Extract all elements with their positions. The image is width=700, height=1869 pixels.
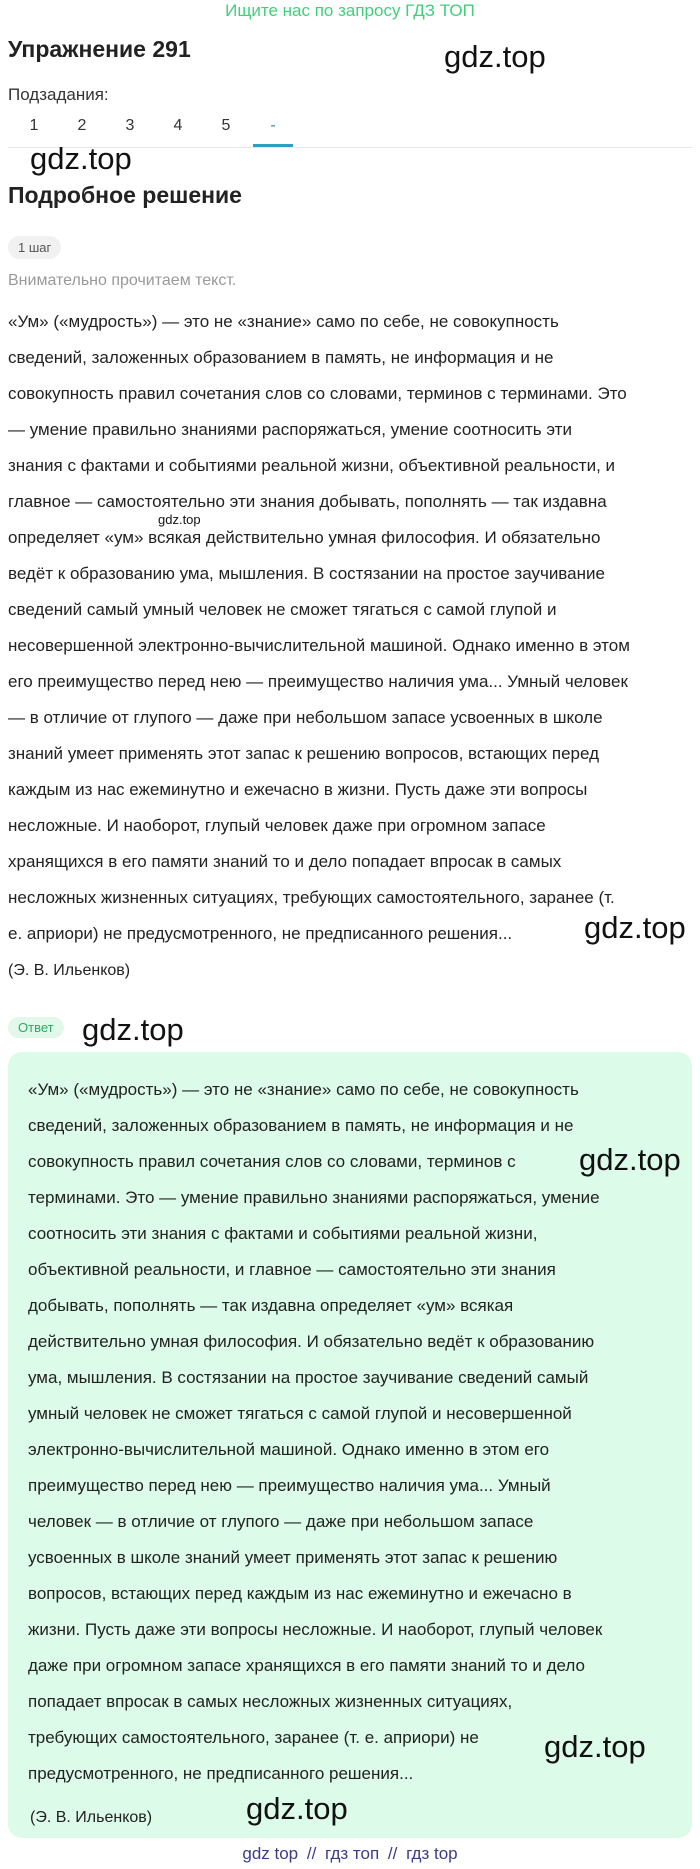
text-line: преимущество перед нею — преимущество наличия ума... Умный <box>28 1476 551 1495</box>
text-line: «Ум» («мудрость») — это не «знание» само по себе, не совокупность <box>8 312 559 331</box>
subtasks-label: Подзадания: <box>8 85 109 104</box>
step-badge: 1 шаг <box>8 236 61 259</box>
text-line: несложных жизненных ситуациях, требующих самостоятельного, заранее (т. <box>8 888 615 907</box>
text-line: предусмотренного, не предписанного решения... <box>28 1764 414 1783</box>
watermark: gdz.top <box>30 141 132 176</box>
footer-link-gdz-top-mixed[interactable]: гдз top <box>406 1844 458 1863</box>
watermark: gdz.top <box>246 1791 348 1826</box>
tab-dash[interactable]: - <box>270 117 276 134</box>
footer-separator: // <box>306 1844 317 1863</box>
text-line: электронно-вычислительной машиной. Однако именно в этом его <box>28 1440 550 1459</box>
footer-links <box>0 1844 700 1864</box>
author-signature: (Э. В. Ильенков) <box>8 962 131 979</box>
tab-1[interactable]: 1 <box>29 117 39 134</box>
page-title: Упражнение 291 <box>8 36 191 62</box>
footer-link-gdz-top-ru[interactable]: гдз топ <box>325 1844 380 1863</box>
text-line: человек — в отличие от глупого — даже при небольшом запасе <box>28 1512 534 1531</box>
watermark: gdz.top <box>544 1729 646 1764</box>
text-line: совокупность правил сочетания слов со словами, терминов с <box>28 1152 516 1171</box>
text-line: соотносить эти знания с фактами и событиями реальной жизни, <box>28 1224 538 1243</box>
text-line: определяет «ум» всякая действительно умная философия. И обязательно <box>8 528 601 547</box>
text-line: е. априори) не предусмотренного, не предписанного решения... <box>8 924 513 943</box>
solution-heading: Подробное решение <box>8 182 242 208</box>
text-line: ведёт к образованию ума, мышления. В состязании на простое заучивание <box>8 564 605 583</box>
text-line: усвоенных в школе знаний умеет применять этот запас к решению <box>28 1548 558 1567</box>
watermark: gdz.top <box>584 910 686 945</box>
text-line: действительно умная философия. И обязательно ведёт к образованию <box>28 1332 595 1351</box>
text-line: знаний умеет применять этот запас к решению вопросов, встающих перед <box>8 744 599 763</box>
text-line: сведений, заложенных образованием в память, не информация и не <box>8 348 554 367</box>
text-line: жизни. Пусть даже эти вопросы несложные. И наоборот, глупый человек <box>28 1620 603 1639</box>
tab-3[interactable]: 3 <box>125 117 135 134</box>
text-line: требующих самостоятельного, заранее (т. е. априори) не <box>28 1728 479 1747</box>
answer-author: (Э. В. Ильенков) <box>30 1809 153 1826</box>
watermark: gdz.top <box>82 1012 184 1047</box>
tab-2[interactable]: 2 <box>77 117 87 134</box>
text-line: — в отличие от глупого — даже при небольшом запасе усвоенных в школе <box>8 708 603 727</box>
active-tab-indicator <box>253 144 293 147</box>
text-line: главное — самостоятельно эти знания добывать, пополнять — так издавна <box>8 492 607 511</box>
footer-separator: // <box>387 1844 398 1863</box>
exercise-text <box>8 304 688 952</box>
text-line: попадает впросак в самых несложных жизненных ситуациях, <box>28 1692 513 1711</box>
text-line: хранящихся в его памяти знаний то и дело попадает впросак в самых <box>8 852 562 871</box>
text-line: ума, мышления. В состязании на простое заучивание сведений самый <box>28 1368 589 1387</box>
text-line: добывать, пополнять — так издавна определяет «ум» всякая <box>28 1296 514 1315</box>
watermark: gdz.top <box>579 1142 681 1177</box>
text-line: объективной реальности, и главное — самостоятельно эти знания <box>28 1260 556 1279</box>
tab-4[interactable]: 4 <box>173 117 183 134</box>
text-line: сведений самый умный человек не сможет тягаться с самой глупой и <box>8 600 557 619</box>
watermark: gdz.top <box>444 39 546 74</box>
footer-link-gdz-top[interactable]: gdz top <box>242 1844 299 1863</box>
answer-badge: Ответ <box>8 1017 64 1038</box>
text-line: несложные. И наоборот, глупый человек даже при огромном запасе <box>8 816 546 835</box>
text-line: «Ум» («мудрость») — это не «знание» само по себе, не совокупность <box>28 1080 579 1099</box>
text-line: несовершенной электронно-вычислительной машиной. Однако именно в этом <box>8 636 630 655</box>
text-line: сведений, заложенных образованием в память, не информация и не <box>28 1116 574 1135</box>
text-line: его преимущество перед нею — преимущество наличия ума... Умный человек <box>8 672 628 691</box>
promo-banner[interactable]: Ищите нас по запросу ГДЗ ТОП <box>225 1 475 20</box>
text-line: каждым из нас ежеминутно и ежечасно в жизни. Пусть даже эти вопросы <box>8 780 588 799</box>
text-line: вопросов, встающих перед каждым из нас ежеминутно и ежечасно в <box>28 1584 572 1603</box>
text-line: даже при огромном запасе хранящихся в его памяти знаний то и дело <box>28 1656 585 1675</box>
tab-5[interactable]: 5 <box>221 117 231 134</box>
text-line: терминами. Это — умение правильно знаниями распоряжаться, умение <box>28 1188 600 1207</box>
text-line: совокупность правил сочетания слов со словами, терминов с терминами. Это <box>8 384 627 403</box>
watermark: gdz.top <box>158 512 201 527</box>
text-line: умный человек не сможет тягаться с самой глупой и несовершенной <box>28 1404 572 1423</box>
text-line: — умение правильно знаниями распоряжаться, умение соотносить эти <box>8 420 572 439</box>
answer-text <box>28 1072 668 1792</box>
text-line: знания с фактами и событиями реальной жизни, объективной реальности, и <box>8 456 616 475</box>
step-hint: Внимательно прочитаем текст. <box>8 272 237 289</box>
